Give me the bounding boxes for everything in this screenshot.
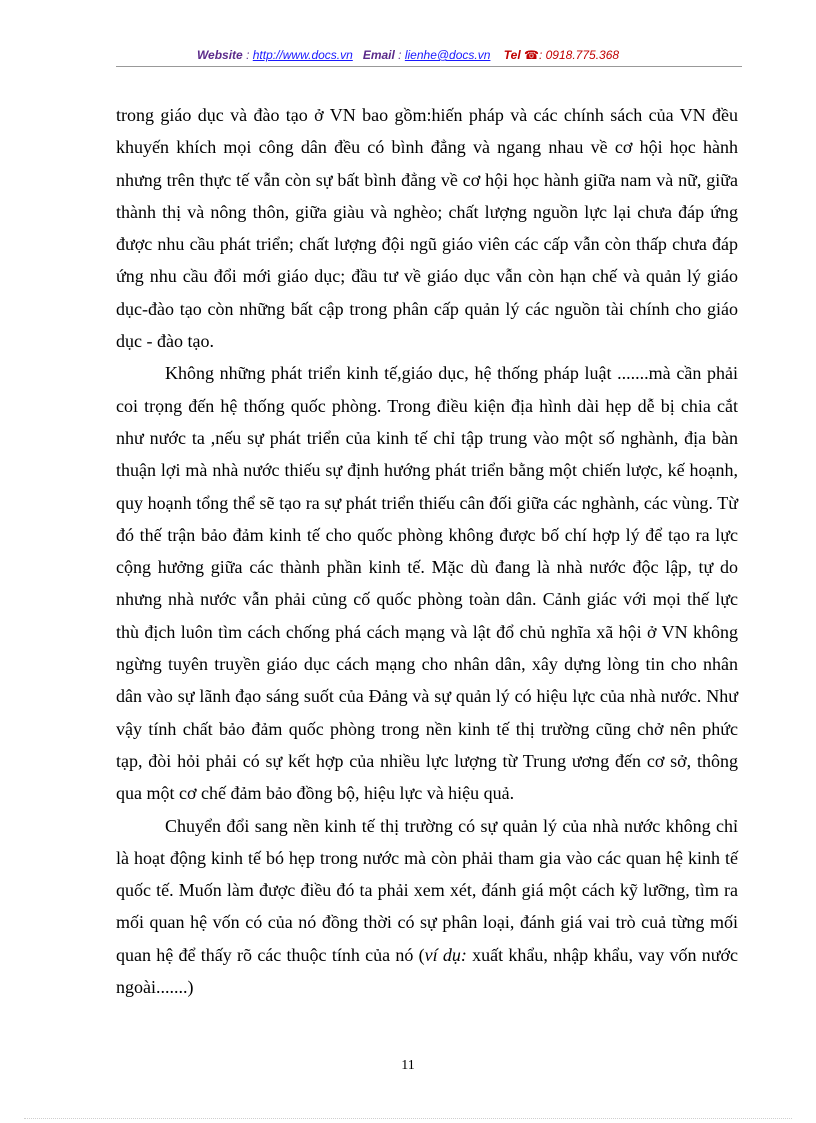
website-link[interactable]: http://www.docs.vn	[252, 48, 353, 62]
document-body	[116, 99, 738, 1003]
email-label: Email	[362, 48, 395, 62]
paragraph-3-text: Chuyển đổi sang nền kinh tế thị trường có sự quản lý của nhà nước không chỉ là hoạt động kinh tế bó hẹp trong nước mà còn phải tham gia vào các quan hệ kinh tế quốc tế. Muốn làm được điều đó ta phải xem xét, đánh giá một cách kỹ lưỡng, tìm ra mối quan hệ vốn có của nó đồng thời có sự phân loại, đánh giá vai trò cuả từng mối quan hệ để thấy rõ các thuộc tính của nó (	[116, 815, 738, 965]
example-label: ví dụ:	[424, 944, 467, 965]
page-header	[0, 48, 816, 62]
paragraph-3-tail: xuất khẩu, nhập khẩu, vay vốn nước ngoài.......)	[116, 944, 739, 998]
phone-icon: ☎	[524, 48, 539, 62]
tel-label: Tel	[503, 48, 521, 62]
paragraph-3	[116, 810, 738, 1004]
phone-number: : 0918.775.368	[538, 48, 620, 62]
header-colon: :	[394, 48, 405, 62]
email-link[interactable]: lienhe@docs.vn	[404, 48, 491, 62]
paragraph-2: Không những phát triển kinh tế,giáo dục, hệ thống pháp luật .......mà cần phải coi trọng đến hệ thống quốc phòng. Trong điều kiện địa hình dài hẹp dễ bị chia cắt như nước ta ,nếu sự phát triển của kinh tế chỉ tập trung vào một số nghành, địa bàn thuận lợi mà nhà nước thiếu sự định hướng phát triển bằng một chiến lược, kế hoạnh, quy hoạnh tổng thể sẽ tạo ra sự phát triển thiếu cân đối giữa các nghành, các vùng. Từ đó thế trận bảo đảm kinh tế cho quốc phòng không được bố chí hợp lý để tạo ra lực cộng hưởng giữa các thành phần kinh tế. Mặc dù đang là nhà nước độc lập, tự do nhưng nhà nước vẫn phải củng cố quốc phòng toàn dân. Cảnh giác với mọi thế lực thù địch luôn tìm cách chống phá cách mạng và lật đổ chủ nghĩa xã hội ở VN không ngừng tuyên truyền giáo dục cách mạng cho nhân dân, xây dựng lòng tin cho nhân dân vào sự lãnh đạo sáng suốt của Đảng và sự quản lý có hiệu lực của nhà nước. Như vậy tính chất bảo đảm quốc phòng trong nền kinh tế thị trường cũng chở nên phức tạp, đòi hỏi phải có sự kết hợp của nhiều lực lượng từ Trung ương đến cơ sở, thông qua một cơ chế đảm bảo đồng bộ, hiệu lực và hiệu quả.	[116, 363, 738, 804]
page-bottom-border	[24, 1118, 792, 1119]
website-label: Website	[196, 48, 243, 62]
page-number: 11	[401, 1058, 415, 1073]
header-colon: :	[242, 48, 253, 62]
header-divider	[116, 66, 742, 67]
paragraph-1: trong giáo dục và đào tạo ở VN bao gồm:hiến pháp và các chính sách của VN đều khuyến khích mọi công dân đều có bình đẳng và ngang nhau về cơ hội học hành nhưng trên thực tế vẫn còn sự bất bình đẳng về cơ hội học hành giữa nam và nữ, giữa thành thị và nông thôn, giữa giàu và nghèo; chất lượng nguồn lực lại chưa đáp ứng được nhu cầu phát triển; chất lượng đội ngũ giáo viên các cấp vẫn còn thấp chưa đáp ứng nhu cầu đổi mới giáo dục; đầu tư về giáo dục vẫn còn hạn chế và quản lý giáo dục-đào tạo còn những bất cập trong phân cấp quản lý các nguồn tài chính cho giáo dục - đào tạo.	[116, 105, 738, 352]
